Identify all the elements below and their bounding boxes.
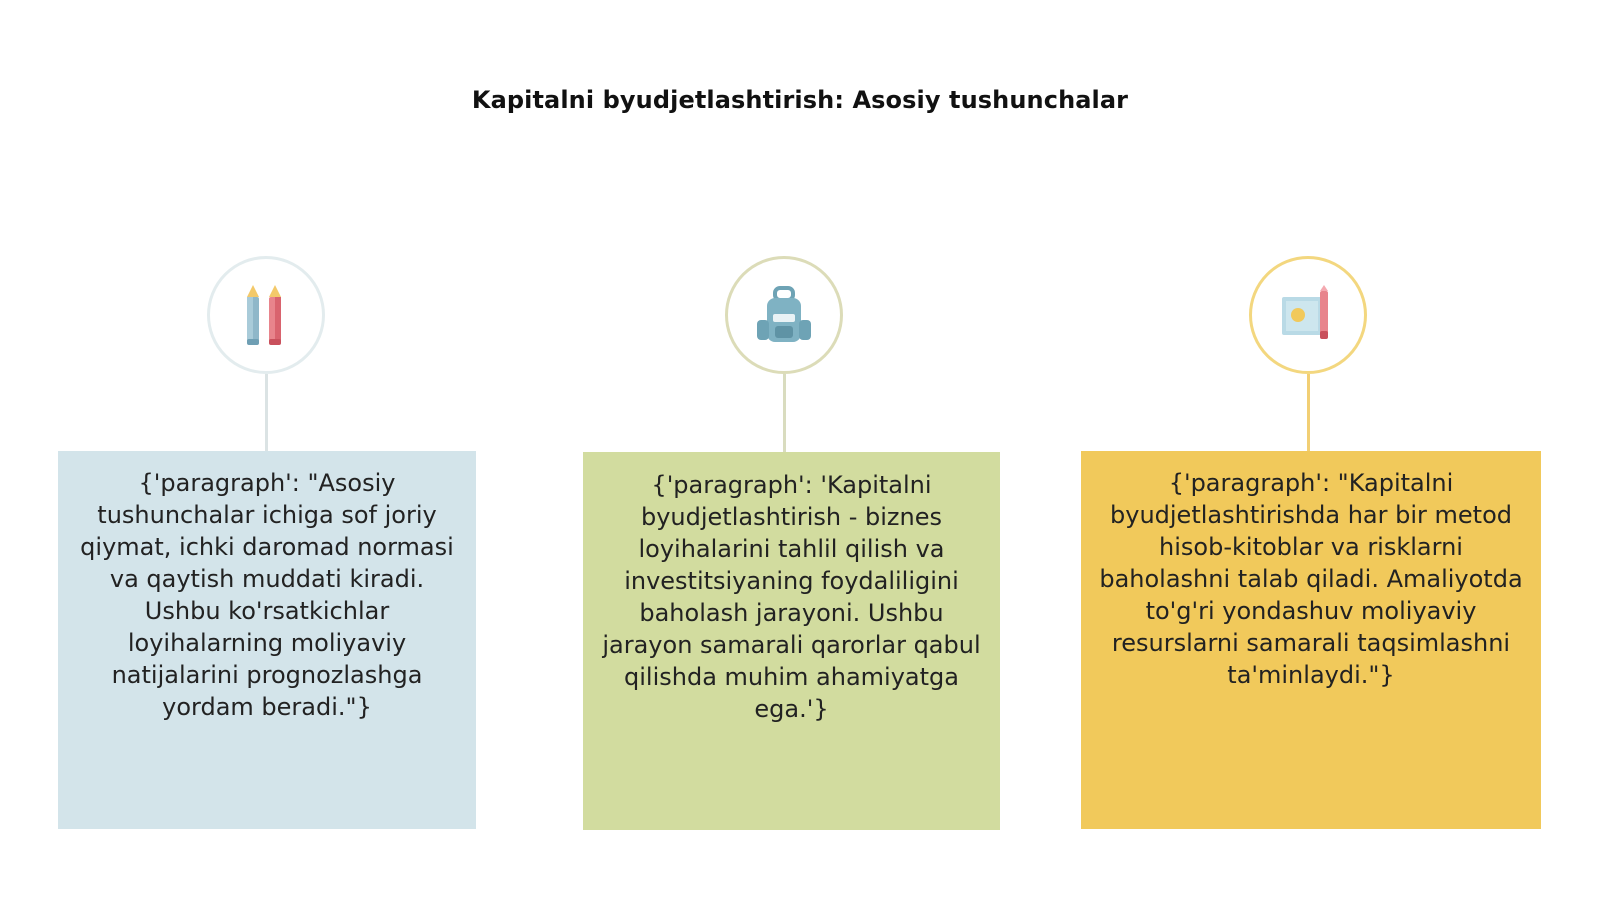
connector-line-1 [265, 374, 268, 452]
card-3 [1081, 451, 1541, 829]
icon-circle-1 [207, 256, 325, 374]
connector-line-2 [783, 374, 786, 452]
connector-line-3 [1307, 374, 1310, 452]
icon-circle-3 [1249, 256, 1367, 374]
page-title: Kapitalni byudjetlashtirish: Asosiy tushunchalar [471, 86, 1129, 114]
card-1-paragraph: {'paragraph': "Asosiy tushunchalar ichiga sof joriy qiymat, ichki daromad normasi va qaytish muddati kiradi. Ushbu ko'rsatkichlar loyihalarning moliyaviy natijalarini prognozlashga yordam beradi."} [80, 469, 454, 721]
card-1 [58, 451, 476, 829]
card-2-paragraph: {'paragraph': 'Kapitalni byudjetlashtirish - biznes loyihalarini tahlil qilish va investitsiyaning foydaliligini baholash jarayoni. Ushbu jarayon samarali qarorlar qabul qilishda muhim ahamiyatga ega.'} [602, 471, 981, 723]
backpack-icon [753, 284, 815, 346]
card-2 [583, 452, 1000, 830]
picture-and-pencil-icon [1278, 285, 1338, 345]
icon-circle-2 [725, 256, 843, 374]
card-3-paragraph: {'paragraph': "Kapitalni byudjetlashtirishda har bir metod hisob-kitoblar va risklarni baholashni talab qiladi. Amaliyotda to'g'ri yondashuv moliyaviy resurslarni samarali taqsimlashni ta'minlaydi."} [1099, 469, 1523, 689]
pencils-icon [239, 283, 293, 347]
